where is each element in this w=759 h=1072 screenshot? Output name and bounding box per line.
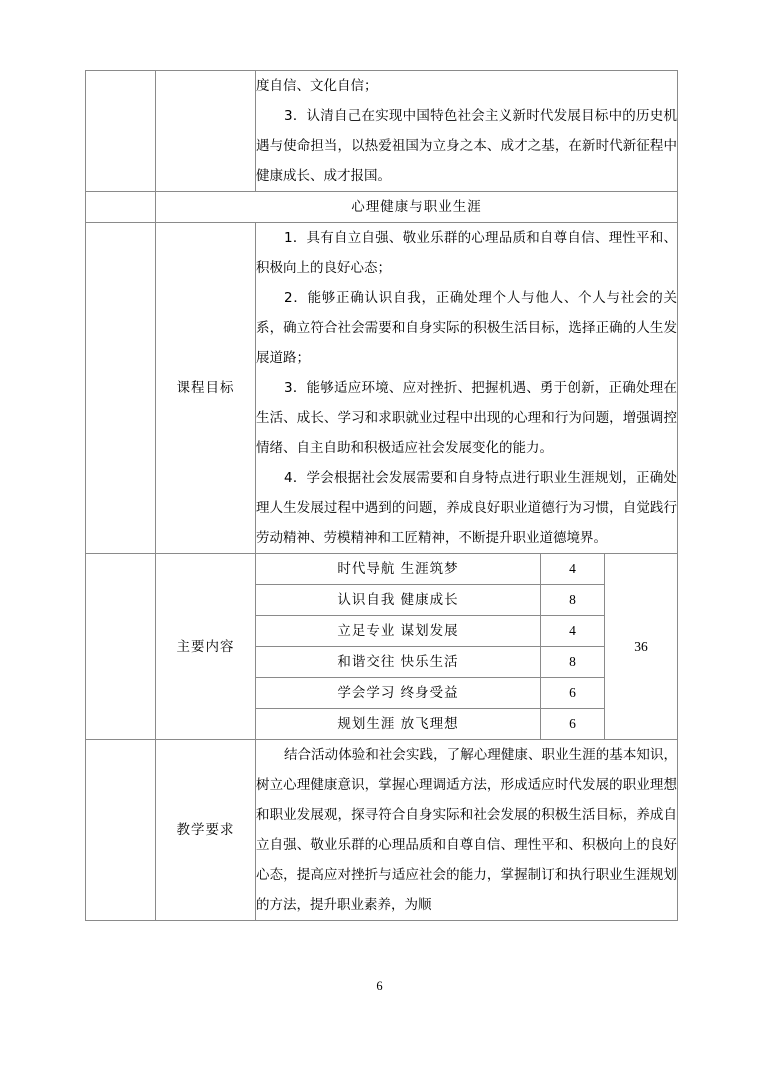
paragraph: 2．能够正确认识自我，正确处理个人与他人、个人与社会的关系，确立符合社会需要和自身实际的积极生活目标，选择正确的人生发展道路； [256,290,677,366]
gutter-cell [86,554,156,740]
paragraph: 1．具有自立自强、敬业乐群的心理品质和自尊自信、理性平和、积极向上的良好心态； [256,230,677,276]
continued-body-cell [256,71,678,192]
main-content-title-list [256,554,540,739]
content-title: 规划生涯 放飞理想 [337,716,459,732]
row-label-main-content: 主要内容 [156,554,256,740]
paragraph: 3．能够适应环境、应对挫折、把握机遇、勇于创新，正确处理在生活、成长、学习和求职就业过程中出现的心理和行为问题，增强调控情绪、自主自助和积极适应社会发展变化的能力。 [256,380,677,456]
objectives-body-cell [256,223,678,554]
list-item [541,554,604,585]
row-label-teaching-requirements: 教学要求 [156,740,256,921]
list-item [256,554,540,585]
content-title: 时代导航 生涯筑梦 [256,554,540,585]
row-label-continued [156,71,256,192]
table-row-objectives [86,223,678,554]
list-item [541,647,604,678]
content-title: 学会学习 终身受益 [256,678,540,709]
page-number: 6 [376,979,383,993]
paragraph: 3．认清自己在实现中国特色社会主义新时代发展目标中的历史机遇与使命担当，以热爱祖国为立身之本、成才之基，在新时代新征程中健康成长、成才报国。 [256,108,677,184]
section-title: 心理健康与职业生涯 [156,192,678,223]
total-hours: 36 [605,554,678,740]
list-item [541,709,604,740]
list-item [541,678,604,709]
main-content-hours-cell [541,554,605,740]
table-row-main-content [86,554,678,740]
content-title: 和谐交往 快乐生活 [256,647,540,678]
teaching-requirements-body-cell [256,740,678,921]
curriculum-table [85,70,678,921]
table-row-teaching-requirements [86,740,678,921]
paragraph: 度自信、文化自信； [256,78,378,94]
content-title: 立足专业 谋划发展 [256,616,540,647]
main-content-hours-list [541,554,604,739]
list-item [256,709,540,740]
list-item [256,678,540,709]
content-hours: 6 [569,716,576,731]
paragraph: 结合活动体验和社会实践，了解心理健康、职业生涯的基本知识，树立心理健康意识，掌握心理调适方法，形成适应时代发展的职业理想和职业发展观，探寻符合自身实际和社会发展的积极生活目标，养成自立自强、敬业乐群的心理品质和自尊自信、理性平和、积极向上的良好心态，提高应对挫折与适应社会的能力，掌握制订和执行职业生涯规划的方法，提升职业素养，为顺 [256,747,677,913]
table-row [86,71,678,192]
content-hours: 4 [541,616,604,647]
row-label-objectives: 课程目标 [156,223,256,554]
gutter-cell [86,223,156,554]
list-item [256,647,540,678]
content-title: 认识自我 健康成长 [256,585,540,616]
list-item [541,616,604,647]
gutter-cell [86,192,156,223]
gutter-cell [86,71,156,192]
list-item [256,616,540,647]
gutter-cell [86,740,156,921]
main-content-titles-cell [256,554,541,740]
content-hours: 8 [541,647,604,678]
content-hours: 8 [541,585,604,616]
paragraph: 4．学会根据社会发展需要和自身特点进行职业生涯规划，正确处理人生发展过程中遇到的问题，养成良好职业道德行为习惯，自觉践行劳动精神、劳模精神和工匠精神，不断提升职业道德境界。 [256,470,677,546]
content-hours: 4 [541,554,604,585]
table-row-section-title [86,192,678,223]
content-hours: 6 [541,678,604,709]
list-item [541,585,604,616]
list-item [256,585,540,616]
